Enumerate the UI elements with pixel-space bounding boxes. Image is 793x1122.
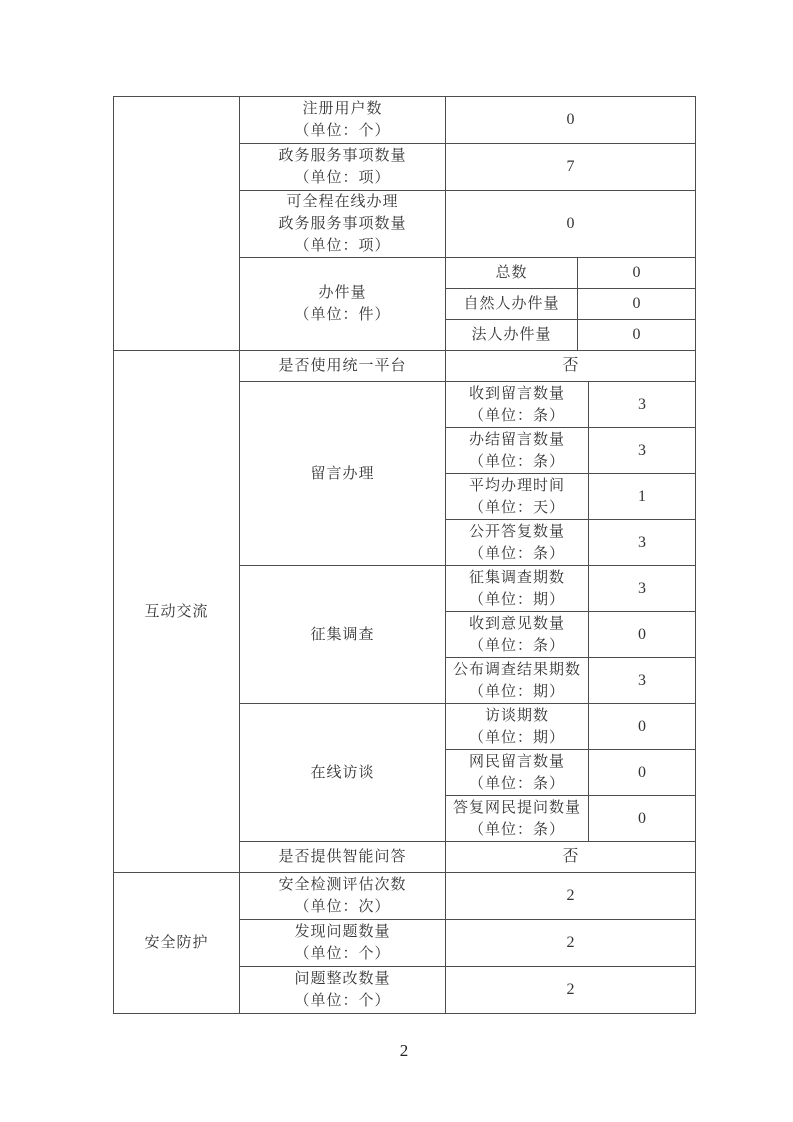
sub-metric-label-cell — [446, 474, 589, 520]
metric-label-cell: 是否提供智能问答 — [240, 842, 446, 873]
metric-label: 办件量 — [318, 285, 367, 301]
metric-label-cell — [240, 144, 446, 191]
metric-label: 问题整改数量 — [294, 971, 391, 987]
page-number: 2 — [399, 1041, 409, 1060]
sub-metric-unit: （单位：条） — [468, 545, 565, 562]
metric-label: 政务服务事项数量 — [278, 148, 407, 164]
metric-label: 可全程在线办理 — [286, 194, 399, 210]
sub-metric-label-cell: 法人办件量 — [446, 320, 578, 351]
sub-metric-label: 公布调查结果期数 — [452, 661, 581, 678]
sub-metric-unit: （单位：天） — [468, 499, 565, 516]
metric-label-cell: 留言办理 — [240, 382, 446, 566]
sub-metric-label: 收到意见数量 — [468, 615, 565, 632]
sub-metric-value-cell: 0 — [578, 258, 696, 289]
sub-metric-value-cell: 3 — [589, 520, 696, 566]
metric-value-cell: 0 — [446, 191, 696, 258]
sub-metric-unit: （单位：条） — [468, 637, 565, 654]
metric-unit: （单位：个） — [294, 123, 391, 139]
sub-metric-value-cell: 0 — [578, 320, 696, 351]
metric-unit: （单位：件） — [294, 307, 391, 323]
sub-metric-unit: （单位：期） — [468, 683, 565, 700]
sub-metric-label-cell — [446, 566, 589, 612]
metric-value-cell: 否 — [446, 351, 696, 382]
metric-label: 政务服务事项数量 — [278, 216, 407, 232]
metric-unit: （单位：个） — [294, 946, 391, 962]
sub-metric-unit: （单位：条） — [468, 407, 565, 424]
metric-unit: （单位：项） — [294, 238, 391, 254]
metric-unit: （单位：个） — [294, 993, 391, 1009]
metric-label-cell — [240, 97, 446, 144]
sub-metric-label-cell — [446, 704, 589, 750]
metric-label: 安全检测评估次数 — [278, 877, 407, 893]
sub-metric-unit: （单位：条） — [468, 821, 565, 838]
sub-metric-value-cell: 0 — [589, 612, 696, 658]
sub-metric-label: 收到留言数量 — [468, 385, 565, 402]
metric-value-cell: 7 — [446, 144, 696, 191]
sub-metric-value-cell: 0 — [578, 289, 696, 320]
metric-label-cell — [240, 920, 446, 967]
sub-metric-label-cell — [446, 428, 589, 474]
sub-metric-label-cell — [446, 796, 589, 842]
sub-metric-label-cell — [446, 520, 589, 566]
sub-metric-unit: （单位：期） — [468, 729, 565, 746]
sub-metric-unit: （单位：期） — [468, 591, 565, 608]
sub-metric-label: 答复网民提问数量 — [452, 799, 581, 816]
category-cell-blank — [114, 97, 240, 351]
sub-metric-value-cell: 3 — [589, 382, 696, 428]
metric-label: 注册用户数 — [302, 101, 383, 117]
metric-unit: （单位：次） — [294, 899, 391, 915]
metric-label-cell — [240, 191, 446, 258]
metric-value-cell: 2 — [446, 920, 696, 967]
sub-metric-value-cell: 1 — [589, 474, 696, 520]
sub-metric-value-cell: 0 — [589, 796, 696, 842]
metric-unit: （单位：项） — [294, 170, 391, 186]
metric-value-cell: 2 — [446, 967, 696, 1014]
table-row — [114, 873, 696, 920]
sub-metric-label-cell — [446, 612, 589, 658]
table-row — [114, 351, 696, 382]
sub-metric-label: 网民留言数量 — [468, 753, 565, 770]
sub-metric-label-cell — [446, 750, 589, 796]
sub-metric-label-cell: 自然人办件量 — [446, 289, 578, 320]
metric-label-cell: 在线访谈 — [240, 704, 446, 842]
sub-metric-label: 访谈期数 — [484, 707, 549, 724]
government-website-report-table — [113, 96, 696, 1014]
metric-label-cell — [240, 258, 446, 351]
sub-metric-value-cell: 3 — [589, 428, 696, 474]
sub-metric-label-cell — [446, 382, 589, 428]
metric-label-cell — [240, 967, 446, 1014]
sub-metric-unit: （单位：条） — [468, 453, 565, 470]
sub-metric-value-cell: 3 — [589, 658, 696, 704]
sub-metric-label: 平均办理时间 — [468, 477, 565, 494]
table-row — [114, 97, 696, 144]
metric-value-cell: 0 — [446, 97, 696, 144]
category-cell-security: 安全防护 — [114, 873, 240, 1014]
sub-metric-value-cell: 0 — [589, 704, 696, 750]
metric-value-cell: 2 — [446, 873, 696, 920]
sub-metric-label: 公开答复数量 — [468, 523, 565, 540]
sub-metric-label-cell — [446, 658, 589, 704]
metric-value-cell: 否 — [446, 842, 696, 873]
sub-metric-value-cell: 3 — [589, 566, 696, 612]
metric-label: 发现问题数量 — [294, 924, 391, 940]
metric-label-cell: 征集调查 — [240, 566, 446, 704]
sub-metric-value-cell: 0 — [589, 750, 696, 796]
metric-label-cell: 是否使用统一平台 — [240, 351, 446, 382]
sub-metric-label-cell: 总数 — [446, 258, 578, 289]
sub-metric-label: 办结留言数量 — [468, 431, 565, 448]
sub-metric-label: 征集调查期数 — [468, 569, 565, 586]
category-cell-interaction: 互动交流 — [114, 351, 240, 873]
sub-metric-unit: （单位：条） — [468, 775, 565, 792]
metric-label-cell — [240, 873, 446, 920]
